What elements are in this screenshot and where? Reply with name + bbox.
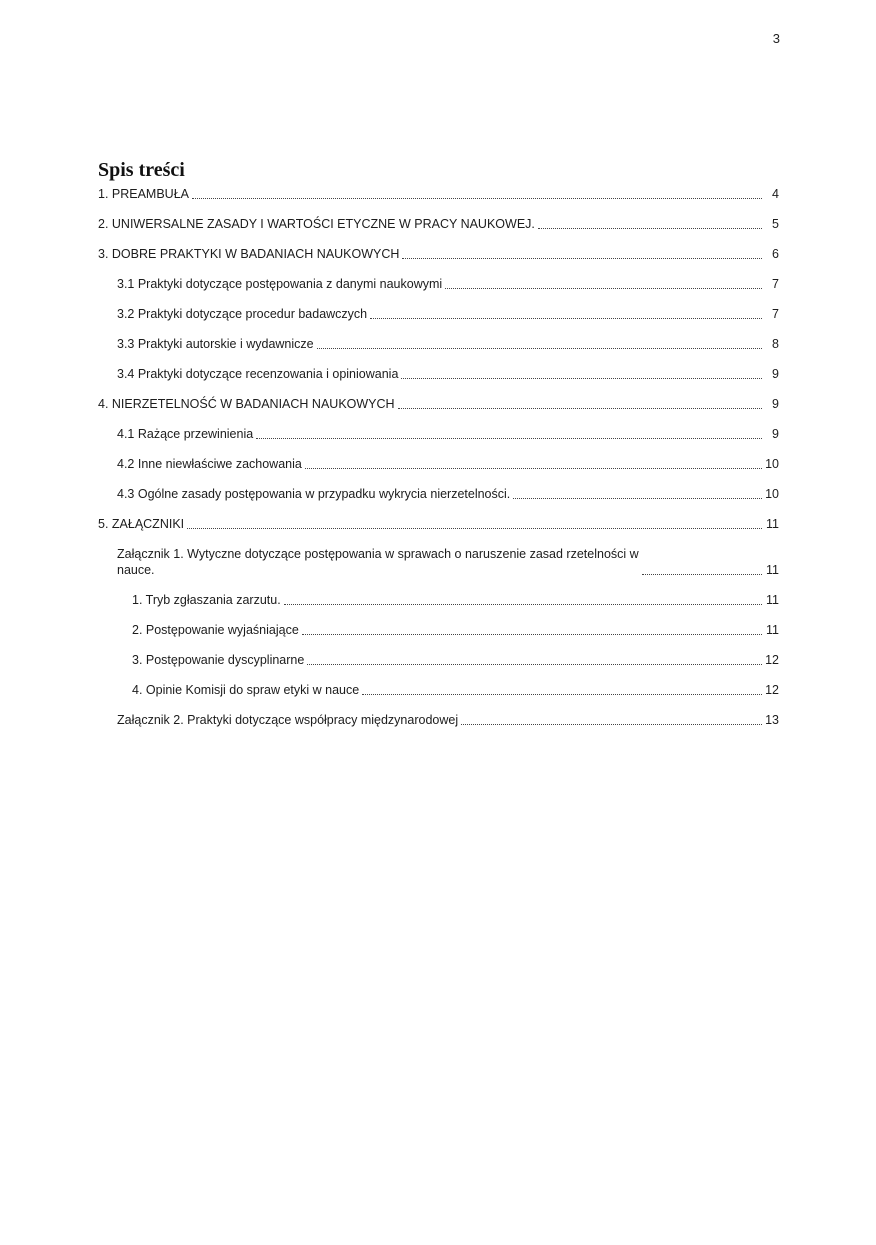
- toc-entry-text: 2. Postępowanie wyjaśniające: [132, 623, 299, 637]
- toc-entry-page: 11: [766, 563, 779, 577]
- toc-entry-page: 11: [766, 623, 779, 637]
- dot-leader: [402, 258, 762, 259]
- dot-leader: [398, 408, 762, 409]
- toc-entry-postepowanie-dyscyplinarne[interactable]: [98, 644, 779, 674]
- toc-entry-tryb-zgloszenia[interactable]: [98, 584, 779, 614]
- toc-entry-postepowanie-wyjasniajace[interactable]: [98, 614, 779, 644]
- dot-leader: [317, 348, 762, 349]
- toc-entry-text: 5. ZAŁĄCZNIKI: [98, 517, 185, 531]
- dot-leader: [513, 498, 762, 499]
- toc-entry-page: 9: [772, 367, 779, 381]
- toc-entry-page: 8: [772, 337, 779, 351]
- toc-entry-dobre-praktyki[interactable]: [98, 238, 779, 268]
- toc-entry-text: 3.3 Praktyki autorskie i wydawnicze: [117, 337, 314, 351]
- toc-entry-4-2[interactable]: [98, 448, 779, 478]
- toc-entry-text: 1. PREAMBUŁA: [98, 187, 190, 201]
- table-of-contents: [98, 158, 779, 734]
- dot-leader: [192, 198, 762, 199]
- toc-entry-page: 11: [766, 517, 779, 531]
- toc-entry-page: 12: [765, 683, 779, 697]
- dot-leader: [461, 724, 762, 725]
- dot-leader: [307, 664, 762, 665]
- toc-entry-zalacznik-1[interactable]: [98, 538, 779, 584]
- toc-entry-text: 2. UNIWERSALNE ZASADY I WARTOŚCI ETYCZNE W PRACY NAUKOWEJ.: [98, 217, 535, 231]
- toc-entry-opinie-komisji[interactable]: [98, 674, 779, 704]
- toc-entry-zalaczniki[interactable]: [98, 508, 779, 538]
- toc-entry-4-3[interactable]: [98, 478, 779, 508]
- toc-entry-3-3[interactable]: [98, 328, 779, 358]
- toc-entry-text: 4.2 Inne niewłaściwe zachowania: [117, 457, 302, 471]
- toc-entry-3-1[interactable]: [98, 268, 779, 298]
- dot-leader: [284, 604, 762, 605]
- dot-leader: [445, 288, 762, 289]
- toc-entry-page: 9: [772, 427, 779, 441]
- dot-leader: [187, 528, 762, 529]
- page-number: 3: [772, 31, 780, 46]
- toc-entry-page: 4: [772, 187, 779, 201]
- toc-entry-text: [117, 546, 639, 578]
- toc-entry-text: 4. Opinie Komisji do spraw etyki w nauce: [132, 683, 360, 697]
- toc-entry-page: 13: [765, 713, 779, 727]
- toc-entry-text: 3.4 Praktyki dotyczące recenzowania i opiniowania: [117, 367, 399, 381]
- toc-entry-page: 10: [765, 457, 779, 471]
- dot-leader: [370, 318, 762, 319]
- toc-entry-nierzetelnosc[interactable]: [98, 388, 779, 418]
- toc-entry-text: 3.1 Praktyki dotyczące postępowania z danymi naukowymi: [117, 277, 443, 291]
- dot-leader: [302, 634, 762, 635]
- toc-entry-preambula[interactable]: [98, 186, 779, 208]
- toc-title: Spis treści: [98, 159, 185, 181]
- toc-entry-page: 6: [772, 247, 779, 261]
- toc-entry-zasady-wartosci[interactable]: [98, 208, 779, 238]
- dot-leader: [256, 438, 762, 439]
- toc-entry-text: 3. DOBRE PRAKTYKI W BADANIACH NAUKOWYCH: [98, 247, 400, 261]
- dot-leader: [538, 228, 762, 229]
- dot-leader: [642, 574, 762, 575]
- toc-entry-text: 3.2 Praktyki dotyczące procedur badawczych: [117, 307, 368, 321]
- toc-entry-page: 7: [772, 277, 779, 291]
- toc-entry-page: 12: [765, 653, 779, 667]
- toc-entry-zalacznik-2[interactable]: [98, 704, 779, 734]
- toc-entry-4-1[interactable]: [98, 418, 779, 448]
- toc-entry-page: 9: [772, 397, 779, 411]
- toc-entry-3-2[interactable]: [98, 298, 779, 328]
- toc-entry-page: 5: [772, 217, 779, 231]
- dot-leader: [401, 378, 762, 379]
- toc-entry-text: 4.1 Rażące przewinienia: [117, 427, 254, 441]
- toc-entry-page: 11: [766, 593, 779, 607]
- toc-entry-text: 4.3 Ogólne zasady postępowania w przypadku wykrycia nierzetelności.: [117, 487, 511, 501]
- toc-entry-text: 3. Postępowanie dyscyplinarne: [132, 653, 305, 667]
- toc-entry-text: Załącznik 2. Praktyki dotyczące współpracy międzynarodowej: [117, 713, 459, 727]
- toc-entry-text: 1. Tryb zgłaszania zarzutu.: [132, 593, 281, 607]
- toc-entry-text-line2: nauce.: [117, 563, 155, 577]
- toc-entry-3-4[interactable]: [98, 358, 779, 388]
- dot-leader: [362, 694, 762, 695]
- toc-list: [98, 186, 779, 734]
- toc-entry-page: 10: [765, 487, 779, 501]
- toc-entry-page: 7: [772, 307, 779, 321]
- toc-entry-text-line1: Załącznik 1. Wytyczne dotyczące postępowania w sprawach o naruszenie zasad rzetelności w: [117, 547, 639, 561]
- dot-leader: [305, 468, 762, 469]
- toc-entry-text: 4. NIERZETELNOŚĆ W BADANIACH NAUKOWYCH: [98, 397, 395, 411]
